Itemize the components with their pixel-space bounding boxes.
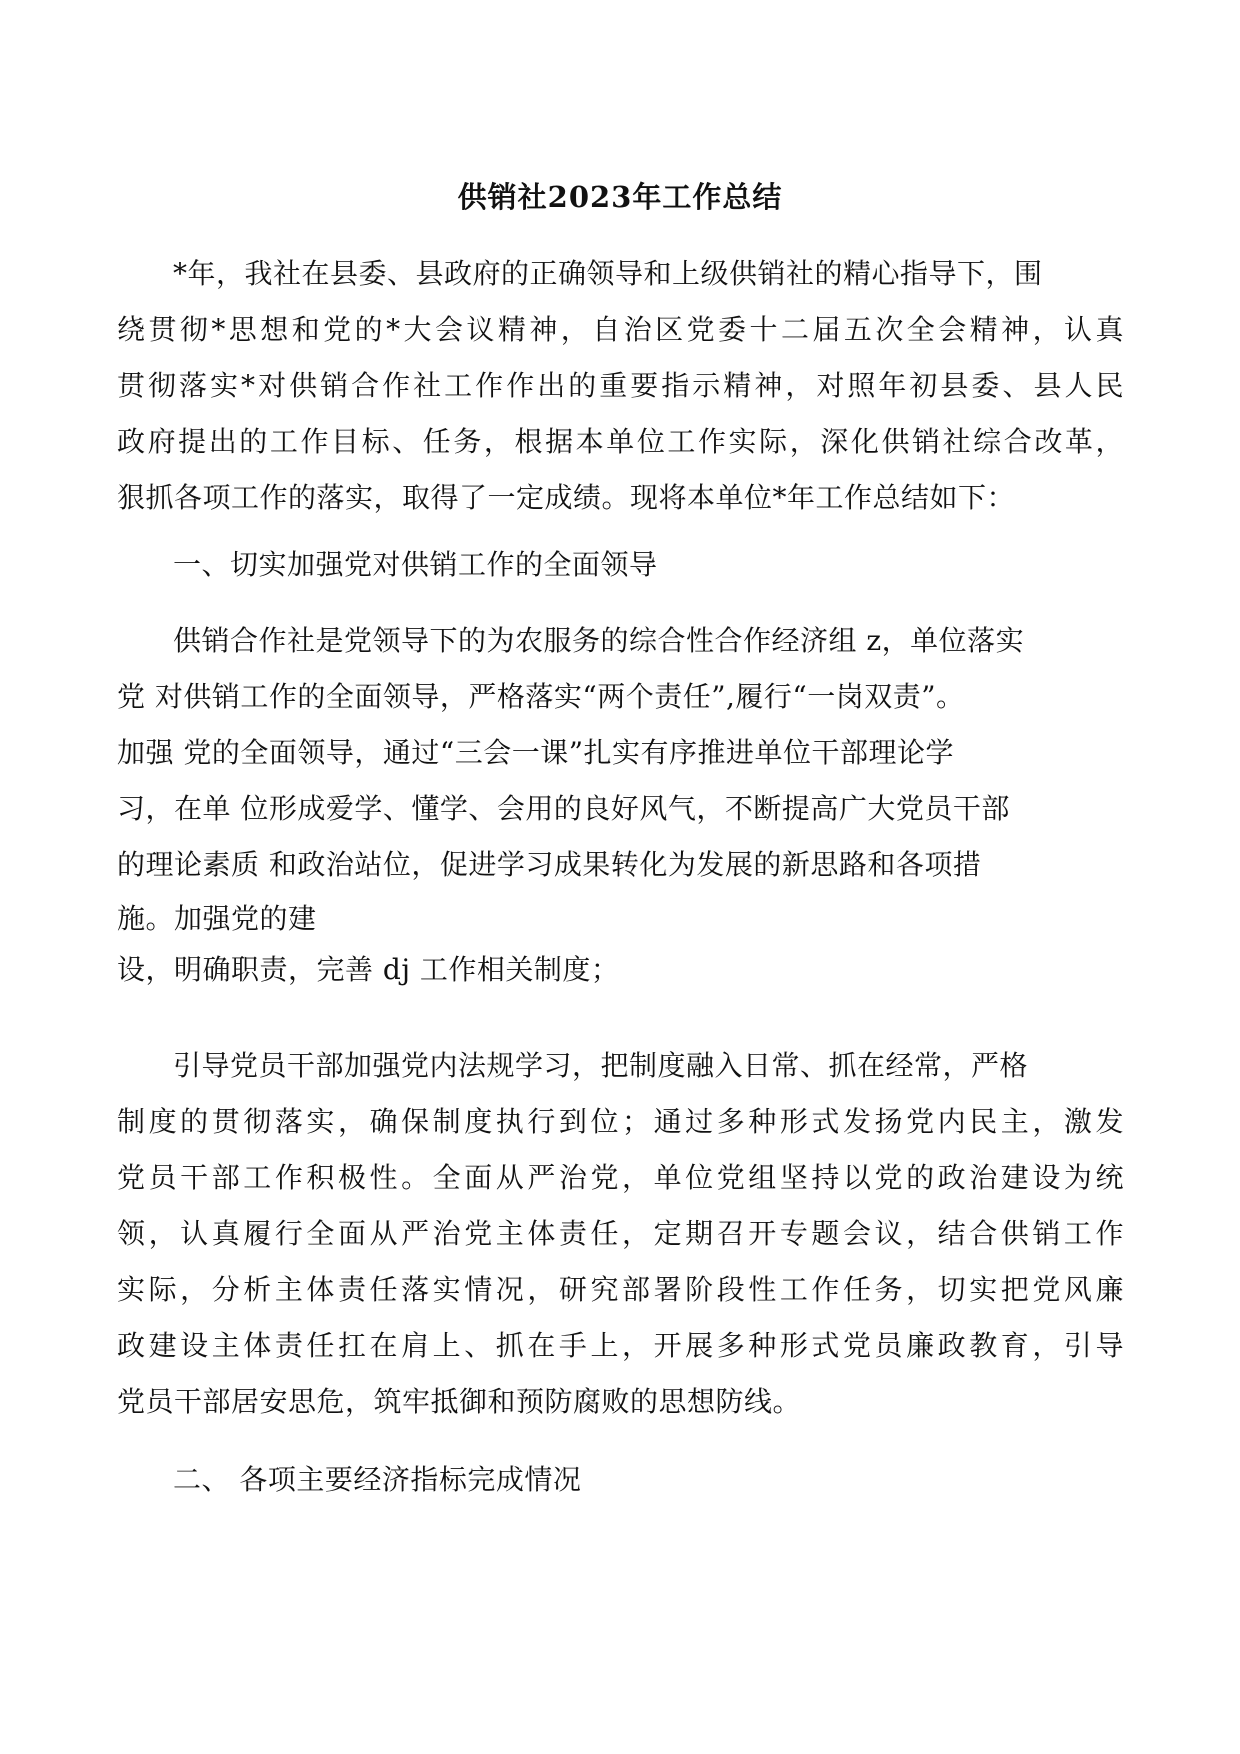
text-line: 供销合作社是党领导下的为农服务的综合性合作经济组 z，单位落实 bbox=[173, 624, 1025, 657]
text-line: 贯彻落实*对供销合作社工作作出的重要指示精神，对照年初县委、县人民 bbox=[117, 369, 1124, 402]
text-line: 设，明确职责，完善 dj 工作相关制度； bbox=[117, 953, 620, 986]
document-title: 供销社2023年工作总结 bbox=[457, 180, 783, 214]
text-line: 党 对供销工作的全面领导，严格落实“两个责任”,履行“一岗双责”。 bbox=[117, 680, 965, 713]
section-heading: 一、切实加强党对供销工作的全面领导 bbox=[173, 548, 658, 581]
text-line: 实际，分析主体责任落实情况，研究部署阶段性工作任务，切实把党风廉 bbox=[117, 1273, 1124, 1306]
section-heading: 二、 各项主要经济指标完成情况 bbox=[173, 1463, 582, 1496]
text-line: 制度的贯彻落实，确保制度执行到位；通过多种形式发扬党内民主，激发 bbox=[117, 1105, 1124, 1138]
text-line: 施。加强党的建 bbox=[117, 902, 317, 935]
text-line: 习，在单 位形成爱学、懂学、会用的良好风气，不断提高广大党员干部 bbox=[117, 792, 1010, 825]
text-line: 领，认真履行全面从严治党主体责任，定期召开专题会议，结合供销工作 bbox=[117, 1217, 1124, 1250]
text-line: 党员干部工作积极性。全面从严治党，单位党组坚持以党的政治建设为统 bbox=[117, 1161, 1124, 1194]
text-line: 政府提出的工作目标、任务，根据本单位工作实际，深化供销社综合改革， bbox=[117, 425, 1124, 458]
text-line: 狠抓各项工作的落实，取得了一定成绩。现将本单位*年工作总结如下： bbox=[117, 481, 1016, 514]
text-line: 加强 党的全面领导，通过“三会一课”扎实有序推进单位干部理论学 bbox=[117, 736, 955, 769]
text-line: 引导党员干部加强党内法规学习，把制度融入日常、抓在经常，严格 bbox=[173, 1049, 1029, 1082]
text-line: 的理论素质 和政治站位，促进学习成果转化为发展的新思路和各项措 bbox=[117, 848, 982, 881]
text-line: 党员干部居安思危，筑牢抵御和预防腐败的思想防线。 bbox=[117, 1385, 802, 1418]
text-line: *年，我社在县委、县政府的正确领导和上级供销社的精心指导下，围 bbox=[173, 257, 1043, 290]
text-line: 政建设主体责任扛在肩上、抓在手上，开展多种形式党员廉政教育，引导 bbox=[117, 1329, 1124, 1362]
text-line: 绕贯彻*思想和党的*大会议精神，自治区党委十二届五次全会精神，认真 bbox=[117, 313, 1124, 346]
